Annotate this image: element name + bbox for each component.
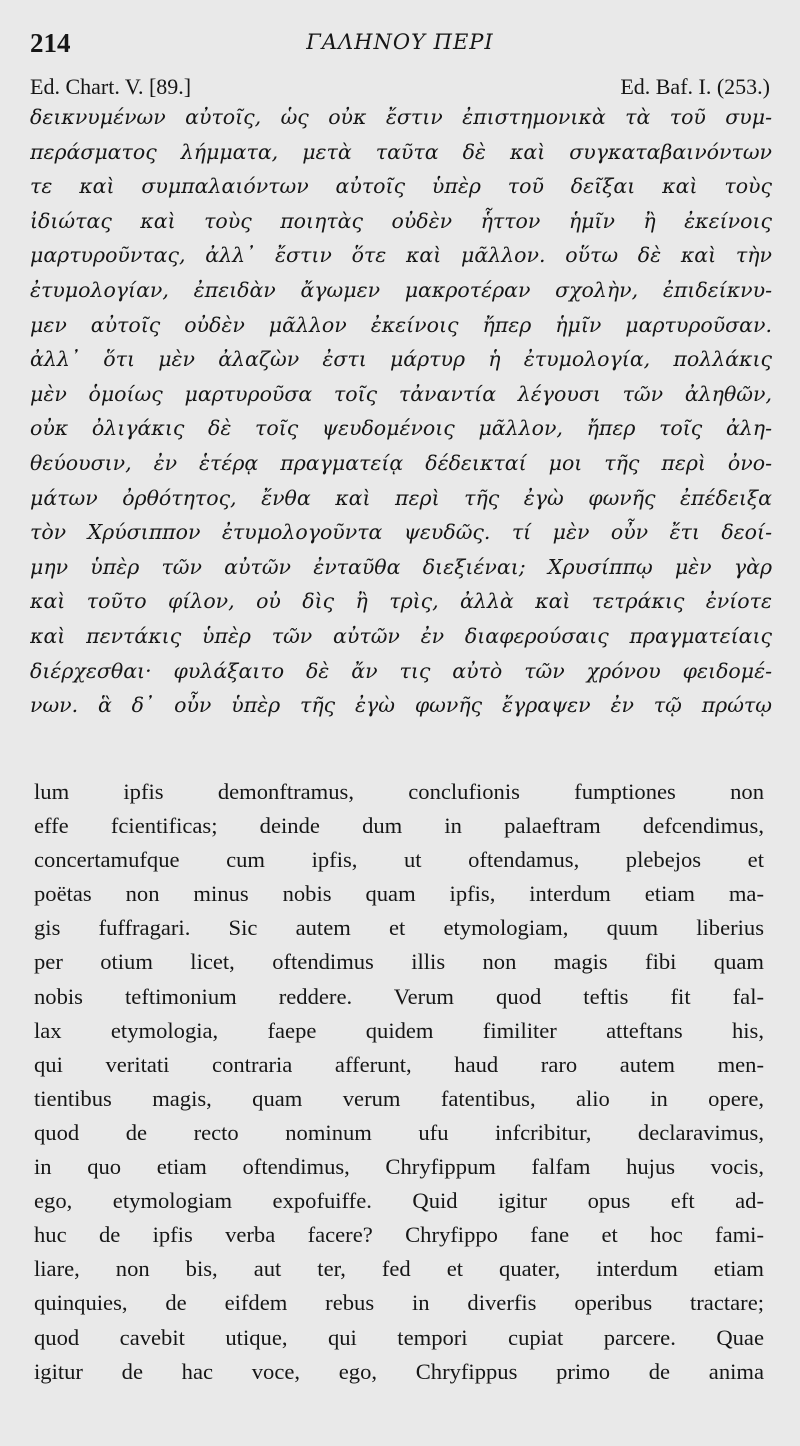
latin-line: concertamufque cum ipfis, ut oftendamus, plebejos et bbox=[34, 847, 764, 873]
greek-line: νων. ἃ δ᾽ οὖν ὑπὲρ τῆς ἐγὼ φωνῆς ἔγραψεν ἐν τῷ πρώτῳ bbox=[30, 693, 772, 718]
greek-text-block bbox=[30, 100, 772, 723]
latin-line: per otium licet, oftendimus illis non magis fibi quam bbox=[34, 949, 764, 975]
latin-line: quod de recto nominum ufu infcribitur, declaravimus, bbox=[34, 1119, 764, 1145]
greek-line: διέρχεσθαι· φυλάξαιτο δὲ ἄν τις αὐτὸ τῶν χρόνου φειδομέ- bbox=[30, 658, 772, 683]
latin-line: lum ipfis demonftramus, conclufionis fumptiones non bbox=[34, 779, 764, 804]
latin-line: liare, non bis, aut ter, fed et quater, interdum etiam bbox=[34, 1256, 764, 1282]
greek-line: θεύουσιν, ἐν ἑτέρᾳ πραγματείᾳ δέδεικταί μοι τῆς περὶ ὀνο- bbox=[30, 450, 772, 475]
greek-line: οὐκ ὀλιγάκις δὲ τοῖς ψευδομένοις μᾶλλον, ἤπερ τοῖς ἀλη- bbox=[30, 416, 772, 441]
greek-line: τε καὶ συμπαλαιόντων αὐτοῖς ὑπὲρ τοῦ δεῖξαι καὶ τοὺς bbox=[30, 174, 772, 199]
latin-text-block bbox=[34, 775, 764, 1389]
latin-line: quinquies, de eifdem rebus in diverfis operibus tractare; bbox=[34, 1290, 764, 1316]
greek-line: μὲν ὁμοίως μαρτυροῦσα τοῖς τἀναντία λέγουσι τῶν ἀληθῶν, bbox=[30, 381, 772, 406]
latin-line: effe fcientificas; deinde dum in palaeftram defcendimus, bbox=[34, 813, 764, 839]
greek-line: μάτων ὀρθότητος, ἔνθα καὶ περὶ τῆς ἐγὼ φωνῆς ἐπέδειξα bbox=[30, 485, 772, 510]
edition-reference-basel: Ed. Baf. I. (253.) bbox=[620, 74, 770, 99]
greek-line: περάσματος λήμματα, μετὰ ταῦτα δὲ καὶ συγκαταβαινόντων bbox=[30, 139, 772, 164]
running-title: ΓΑΛΗΝΟΥ ΠΕΡΙ bbox=[306, 30, 494, 54]
edition-reference-chartier: Ed. Chart. V. [89.] bbox=[30, 74, 192, 99]
greek-line: μεν αὐτοῖς οὐδὲν μᾶλλον ἐκείνοις ἤπερ ἡμῖν μαρτυροῦσαν. bbox=[30, 312, 772, 337]
latin-line: ego, etymologiam expofuiffe. Quid igitur opus eft ad- bbox=[34, 1188, 764, 1214]
greek-line: ἰδιώτας καὶ τοὺς ποιητὰς οὐδὲν ἧττον ἡμῖν ἢ ἐκείνοις bbox=[30, 208, 772, 233]
latin-line: tientibus magis, quam verum fatentibus, alio in opere, bbox=[34, 1085, 764, 1111]
greek-line: τὸν Χρύσιππον ἐτυμολογοῦντα ψευδῶς. τί μὲν οὖν ἔτι δεοί- bbox=[30, 520, 772, 545]
greek-line: ἀλλ᾽ ὅτι μὲν ἀλαζὼν ἐστι μάρτυρ ἡ ἐτυμολογία, πολλάκις bbox=[30, 347, 772, 372]
greek-line: ἐτυμολογίαν, ἐπειδὰν ἄγωμεν μακροτέραν σχολὴν, ἐπιδείκνυ- bbox=[30, 277, 772, 302]
latin-line: qui veritati contraria afferunt, haud raro autem men- bbox=[34, 1051, 764, 1077]
latin-line: igitur de hac voce, ego, Chryfippus primo de anima bbox=[34, 1358, 764, 1384]
latin-line: quod cavebit utique, qui tempori cupiat parcere. Quae bbox=[34, 1324, 764, 1350]
greek-line: δεικνυμένων αὐτοῖς, ὡς οὐκ ἔστιν ἐπιστημονικὰ τὰ τοῦ συμ- bbox=[30, 105, 772, 129]
greek-line: καὶ πεντάκις ὑπὲρ τῶν αὐτῶν ἐν διαφερούσαις πραγματείαις bbox=[30, 623, 772, 648]
latin-line: poëtas non minus nobis quam ipfis, interdum etiam ma- bbox=[34, 881, 764, 907]
greek-line: μην ὑπὲρ τῶν αὐτῶν ἐνταῦθα διεξιέναι; Χρυσίππῳ μὲν γὰρ bbox=[30, 554, 772, 579]
page-number: 214 bbox=[30, 28, 71, 58]
latin-line: lax etymologia, faepe quidem fimiliter atteftans his, bbox=[34, 1017, 764, 1043]
greek-line: καὶ τοῦτο φίλον, οὐ δὶς ἢ τρὶς, ἀλλὰ καὶ τετράκις ἐνίοτε bbox=[30, 589, 772, 614]
greek-line: μαρτυροῦντας, ἀλλ᾽ ἔστιν ὅτε καὶ μᾶλλον. οὕτω δὲ καὶ τὴν bbox=[30, 243, 772, 268]
page-header bbox=[30, 28, 770, 62]
latin-line: gis fuffragari. Sic autem et etymologiam, quum liberius bbox=[34, 915, 764, 941]
latin-line: nobis teftimonium reddere. Verum quod teftis fit fal- bbox=[34, 983, 764, 1009]
latin-line: huc de ipfis verba facere? Chryfippo fane et hoc fami- bbox=[34, 1222, 764, 1248]
latin-line: in quo etiam oftendimus, Chryfippum falfam hujus vocis, bbox=[34, 1154, 764, 1180]
